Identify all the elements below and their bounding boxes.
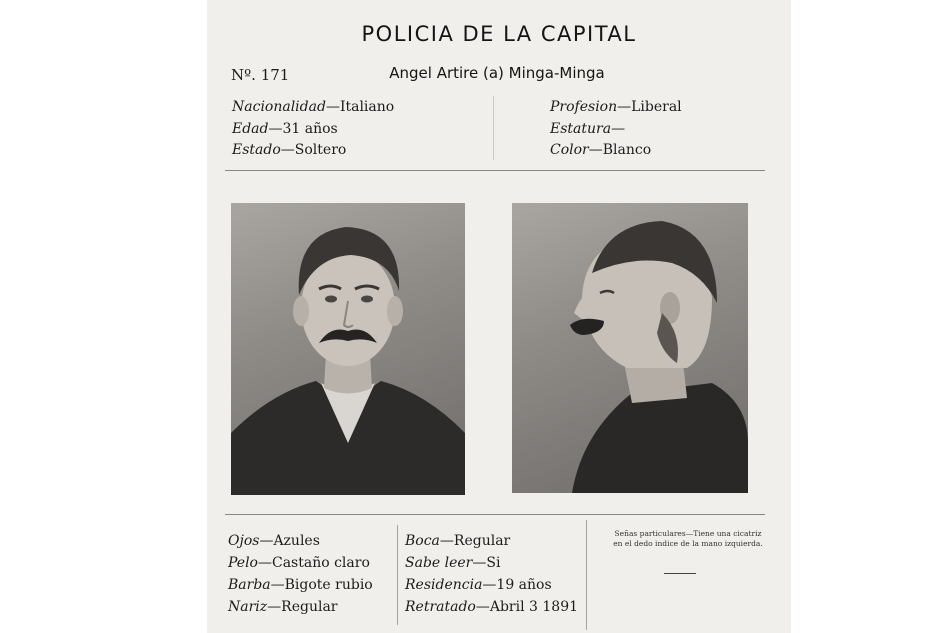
field-sabe-leer [405, 552, 578, 574]
field-value: —31 años [268, 120, 338, 137]
field-label: Edad [232, 120, 269, 137]
field-estatura [550, 119, 682, 141]
signature-dash [664, 573, 696, 574]
field-edad [232, 119, 394, 141]
record-number: Nº. 171 [231, 66, 290, 84]
distinguishing-marks-line-2: en el dedo indice de la mano izquierda. [613, 539, 763, 548]
distinguishing-marks [595, 529, 781, 549]
field-label: Boca [405, 533, 440, 549]
card-title: POLICIA DE LA CAPITAL [361, 22, 637, 46]
field-label: Ojos [228, 533, 260, 549]
lower-divider-1 [397, 525, 398, 625]
field-nacionalidad [232, 97, 394, 119]
field-value: —19 años [482, 577, 552, 593]
field-label: Profesion [550, 99, 618, 115]
upper-rule [225, 170, 765, 171]
profile-portrait [512, 203, 748, 493]
field-label: Retratado [405, 599, 476, 615]
field-value: —Castaño claro [257, 555, 370, 571]
field-value: —Si [472, 555, 501, 571]
lower-middle-fields [405, 530, 578, 618]
field-value: —Regular [439, 533, 511, 549]
field-value: —Soltero [280, 142, 347, 158]
field-value: —Bigote rubio [270, 577, 373, 593]
lower-divider-2 [586, 520, 587, 630]
field-profesion [550, 97, 682, 119]
field-label: Sabe leer [405, 555, 473, 571]
field-pelo [228, 552, 373, 574]
field-label: Pelo [228, 555, 258, 571]
front-portrait [231, 203, 465, 495]
upper-left-fields [232, 97, 394, 162]
field-value: —Abril 3 1891 [475, 599, 579, 615]
lower-rule [225, 514, 765, 515]
field-label: Barba [228, 577, 271, 593]
field-value: —Regular [267, 599, 338, 615]
field-value: —Azules [259, 533, 320, 549]
field-value: —Blanco [588, 142, 652, 158]
field-retratado [405, 596, 578, 618]
field-estado [232, 140, 394, 162]
subject-name: Angel Artire (a) Minga-Minga [389, 64, 605, 82]
front-portrait-drawing [231, 203, 465, 495]
field-nariz [228, 596, 373, 618]
field-color [550, 140, 682, 162]
field-label: Nacionalidad [232, 99, 326, 115]
distinguishing-marks-line-1: Señas particulares—Tiene una cicatriz [614, 529, 762, 538]
lower-left-fields [228, 530, 373, 618]
upper-right-fields [550, 97, 682, 162]
field-barba [228, 574, 373, 596]
field-label: Residencia [405, 577, 483, 593]
field-label: Estado [232, 142, 281, 158]
field-value: —Liberal [617, 99, 682, 115]
field-residencia [405, 574, 578, 596]
field-label: Nariz [228, 599, 268, 615]
field-value: —Italiano [325, 99, 395, 115]
field-label: Estatura [550, 120, 612, 137]
field-boca [405, 530, 578, 552]
field-value: — [611, 120, 626, 137]
police-record-card [207, 0, 791, 633]
profile-portrait-drawing [512, 203, 748, 493]
field-label: Color [550, 142, 589, 158]
field-ojos [228, 530, 373, 552]
upper-divider [493, 96, 494, 160]
